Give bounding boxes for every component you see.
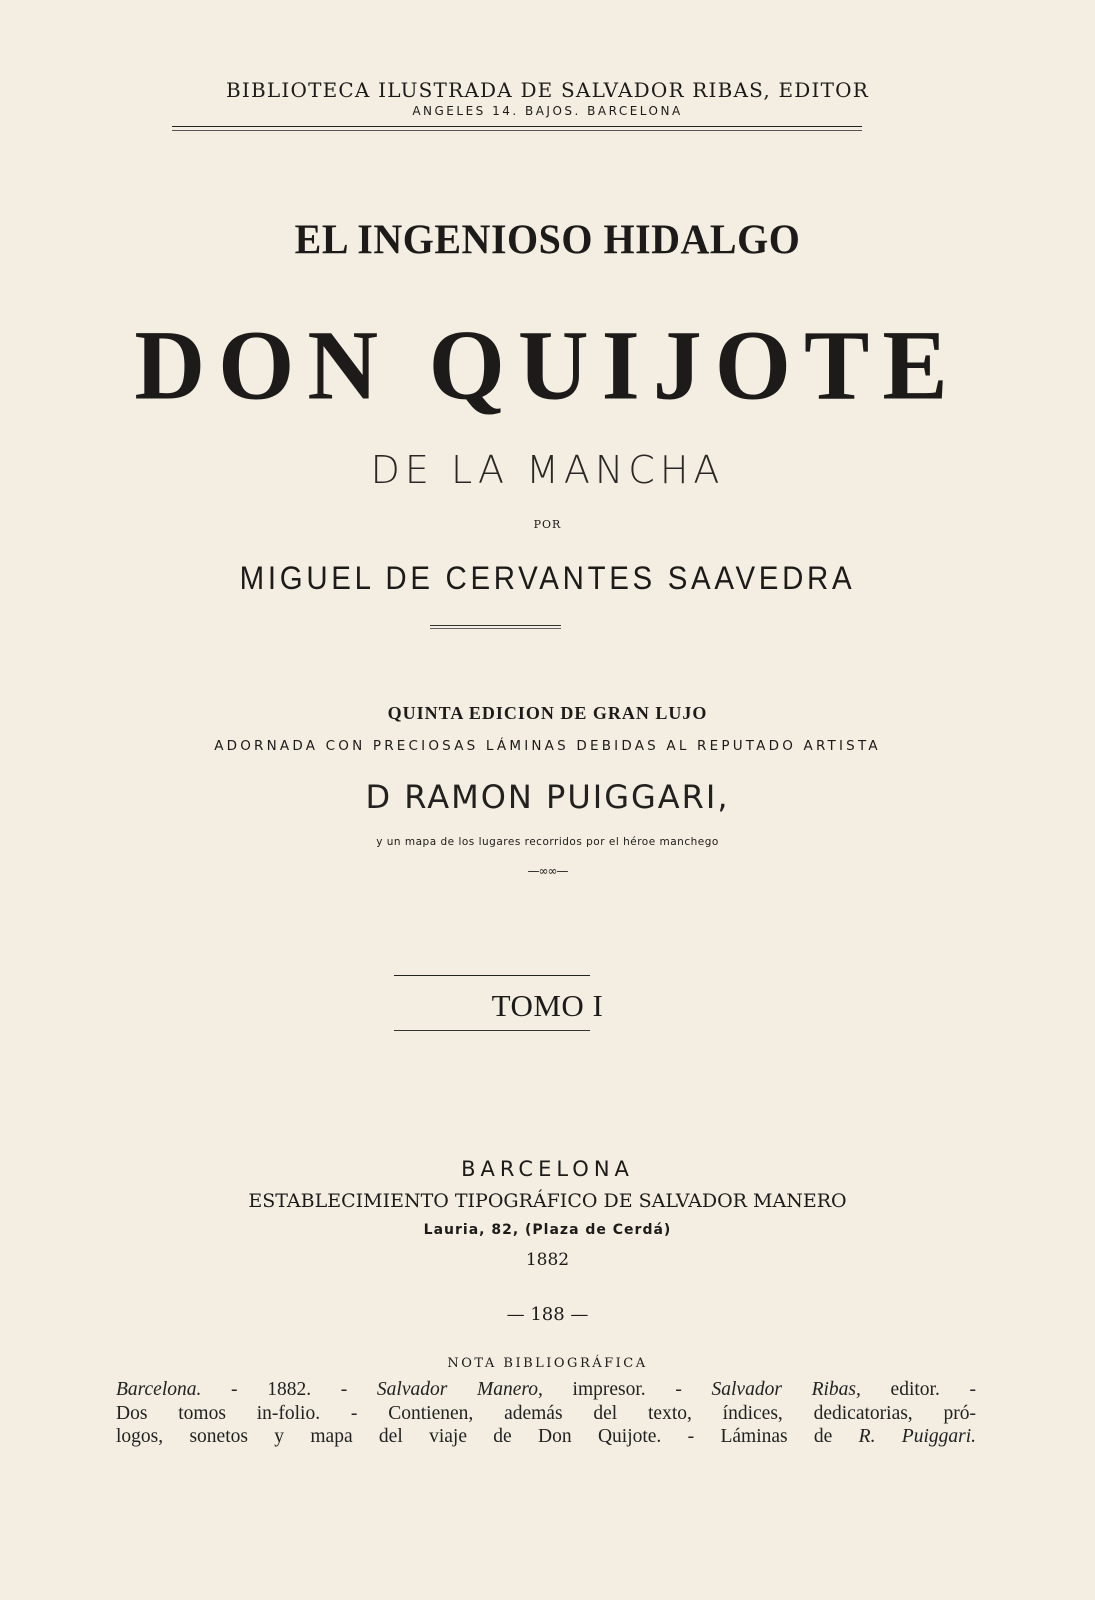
nota-editor: Salvador Ribas, [711, 1379, 861, 1400]
volume-label: TOMO I [491, 988, 604, 1023]
header-divider [172, 126, 862, 131]
volume-rule-bottom [394, 1030, 590, 1032]
nota-artist: R. Puiggari. [858, 1426, 976, 1447]
edition-line: QUINTA EDICION DE GRAN LUJO [387, 703, 708, 723]
nota-line-1 [116, 1378, 976, 1402]
publisher-address: ANGELES 14. BAJOS. BARCELONA [412, 104, 683, 118]
author-name: MIGUEL DE CERVANTES SAAVEDRA [239, 560, 856, 596]
publisher-line: BIBLIOTECA ILUSTRADA DE SALVADOR RIBAS, EDITOR [226, 78, 869, 102]
nota-printer: Salvador Manero, [376, 1379, 543, 1400]
title-main: DON QUIJOTE [134, 310, 961, 422]
nota-city: Barcelona. [116, 1379, 202, 1400]
nota-line-3-text: logos, sonetos y mapa del viaje de Don Quijote. - Láminas de [116, 1426, 859, 1447]
nota-sep-2: impresor. - [542, 1379, 712, 1400]
title-small: EL INGENIOSO HIDALGO [294, 215, 801, 264]
map-note: y un mapa de los lugares recorridos por el héroe manchego [376, 836, 719, 848]
nota-line-3 [116, 1425, 976, 1449]
author-by: POR [533, 518, 562, 531]
imprint-year: 1882 [525, 1250, 570, 1270]
nota-sep-3: editor. - [860, 1379, 976, 1400]
artist-name: D RAMON PUIGGARI, [365, 778, 730, 816]
page-number: — 188 — [506, 1304, 589, 1325]
nota-body [116, 1378, 976, 1449]
imprint-city: BARCELONA [461, 1157, 634, 1181]
edition-adorned: ADORNADA CON PRECIOSAS LÁMINAS DEBIDAS AL REPUTADO ARTISTA [214, 738, 881, 754]
nota-sep-1: - 1882. - [201, 1379, 377, 1400]
title-subtitle: DE LA MANCHA [370, 448, 725, 492]
nota-heading: NOTA BIBLIOGRÁFICA [447, 1356, 648, 1371]
imprint-printer: ESTABLECIMIENTO TIPOGRÁFICO DE SALVADOR MANERO [248, 1190, 847, 1212]
imprint-address: Lauria, 82, (Plaza de Cerdá) [423, 1222, 672, 1238]
ornament-divider: —∞∞— [527, 864, 568, 878]
author-divider [430, 625, 561, 629]
nota-line-2: Dos tomos in-folio. - Contienen, además del texto, índices, dedicatorias, pró- [116, 1402, 976, 1424]
volume-rule-top [394, 975, 590, 978]
